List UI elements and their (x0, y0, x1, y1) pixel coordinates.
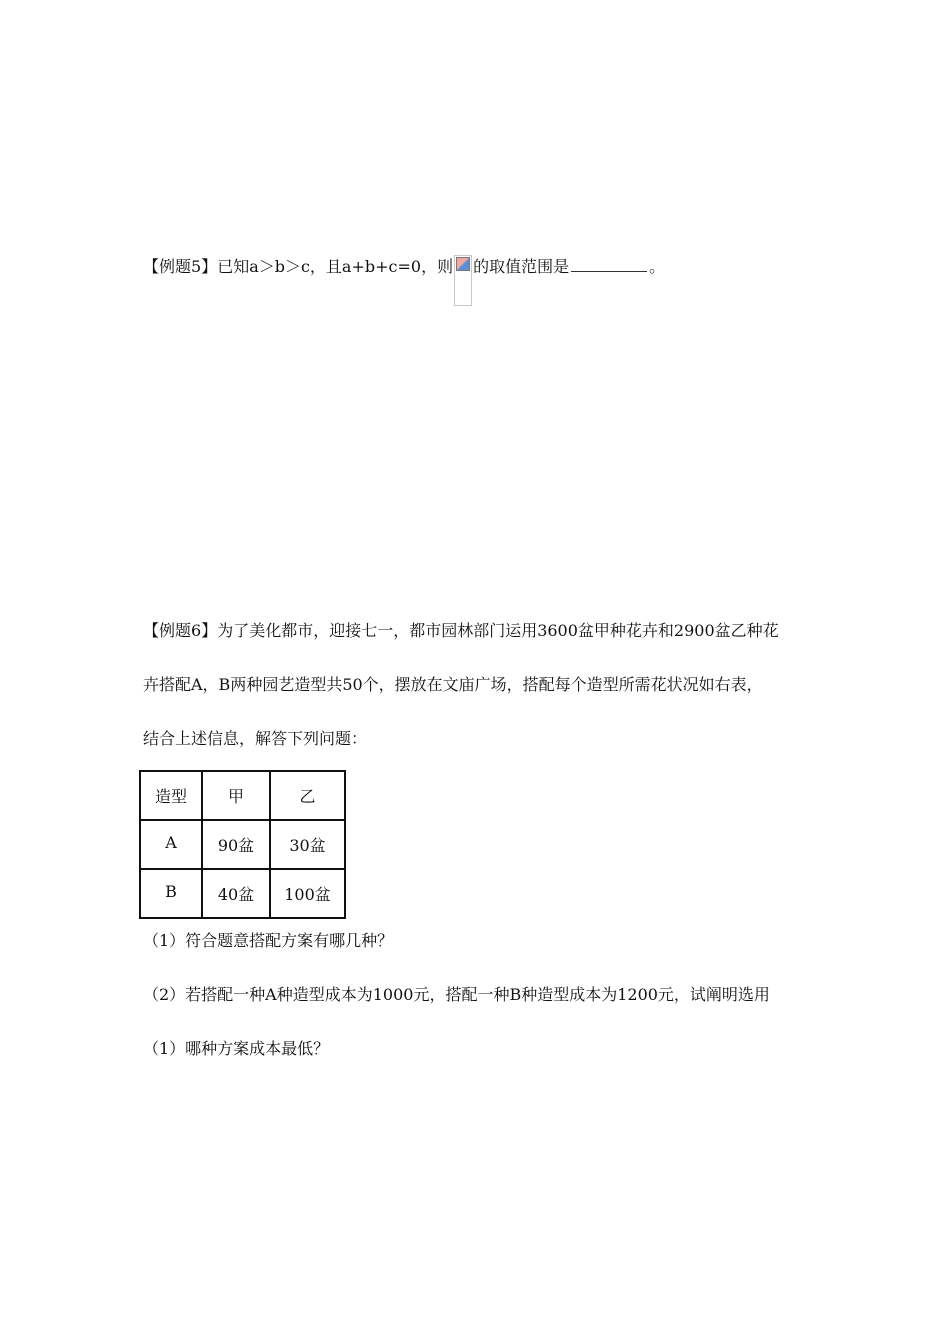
example6-line3: 结合上述信息，解答下列问题： (143, 729, 368, 748)
table-header-cell: 乙 (270, 771, 345, 820)
table-header-row (140, 771, 345, 820)
table-cell: B (140, 869, 202, 918)
image-placeholder-icon (456, 257, 470, 271)
question-1: （1）符合题意搭配方案有哪几种？ (143, 931, 394, 950)
example5-text-end: 。 (649, 257, 666, 276)
example6-text1: 为了美化都市，迎接七一，都市园林部门运用3600盆甲种花卉和2900盆乙种花 (217, 621, 779, 640)
example6-line1 (143, 620, 779, 642)
question-2: （2）若搭配一种A种造型成本为1000元，搭配一种B种造型成本为1200元，试阐明选用 (143, 985, 770, 1004)
example5-line (143, 255, 665, 306)
question-3: （1）哪种方案成本最低？ (143, 1039, 330, 1058)
example5-text-after: 的取值范围是 (473, 257, 570, 276)
flower-requirement-table (139, 770, 346, 919)
table-row (140, 869, 345, 918)
table-header-cell: 造型 (140, 771, 202, 820)
example5-label: 【例题5】 (143, 257, 218, 276)
answer-blank (571, 255, 647, 272)
table-cell: 90盆 (202, 820, 270, 869)
table-cell: 30盆 (270, 820, 345, 869)
table-cell: 40盆 (202, 869, 270, 918)
table-cell: A (140, 820, 202, 869)
broken-image-icon (454, 255, 472, 306)
table-cell: 100盆 (270, 869, 345, 918)
example6-label: 【例题6】 (143, 621, 218, 640)
example5-text-before: 已知a＞b＞c，且a+b+c=0，则 (217, 257, 454, 276)
table-row (140, 820, 345, 869)
table-header-cell: 甲 (202, 771, 270, 820)
example6-line2: 卉搭配A，B两种园艺造型共50个，摆放在文庙广场，搭配每个造型所需花状况如右表， (143, 675, 763, 694)
